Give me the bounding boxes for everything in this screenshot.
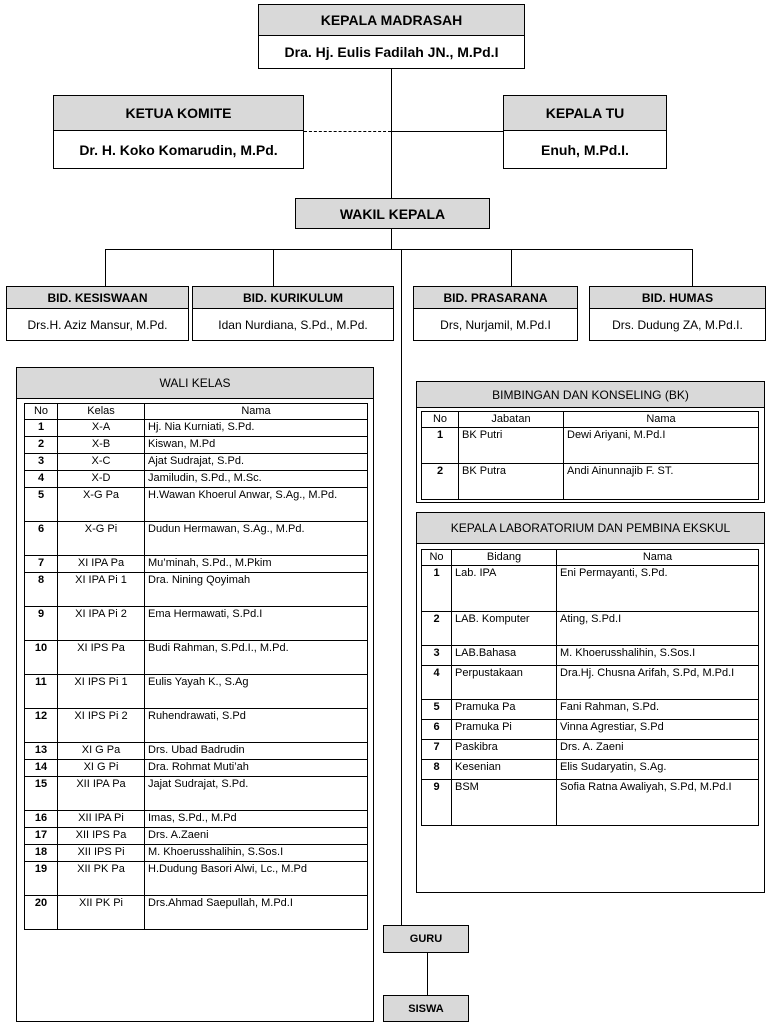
lab-row xyxy=(422,780,759,826)
bidang-humas-title: BID. HUMAS xyxy=(589,286,766,309)
lab-title: KEPALA LABORATORIUM DAN PEMBINA EKSKUL xyxy=(417,513,764,544)
wali-kelas-cell-col2: X-G Pi xyxy=(58,522,145,556)
wali-kelas-cell-nama: Ajat Sudrajat, S.Pd. xyxy=(145,454,368,471)
wali-kelas-cell-nama: Ema Hermawati, S.Pd.I xyxy=(145,607,368,641)
wali-kelas-cell-no: 16 xyxy=(25,811,58,828)
bk-title: BIMBINGAN DAN KONSELING (BK) xyxy=(417,382,764,408)
wali-kelas-cell-no: 9 xyxy=(25,607,58,641)
lab-cell-nama: Drs. A. Zaeni xyxy=(557,740,759,760)
wali-kelas-cell-nama: H.Dudung Basori Alwi, Lc., M.Pd xyxy=(145,862,368,896)
connector-tu xyxy=(391,131,503,132)
kepala-madrasah-title: KEPALA MADRASAH xyxy=(258,4,525,36)
wali-kelas-cell-nama: H.Wawan Khoerul Anwar, S.Ag., M.Pd. xyxy=(145,488,368,522)
ketua-komite-name: Dr. H. Koko Komarudin, M.Pd. xyxy=(53,131,304,169)
wali-kelas-cell-nama: Ruhendrawati, S.Pd xyxy=(145,709,368,743)
lab-cell-no: 4 xyxy=(422,666,452,700)
connector-prasarana xyxy=(511,249,512,286)
bidang-prasarana-title: BID. PRASARANA xyxy=(413,286,578,309)
bidang-kesiswaan-title: BID. KESISWAAN xyxy=(6,286,189,309)
connector-wakil-down xyxy=(391,229,392,249)
lab-col-nama: Nama xyxy=(557,550,759,566)
wali-kelas-cell-col2: XI IPA Pi 1 xyxy=(58,573,145,607)
wali-kelas-cell-no: 3 xyxy=(25,454,58,471)
lab-cell-col2: LAB. Komputer xyxy=(452,612,557,646)
lab-header-row xyxy=(422,550,759,566)
wali-kelas-row xyxy=(25,743,368,760)
bidang-kurikulum-name: Idan Nurdiana, S.Pd., M.Pd. xyxy=(192,309,394,341)
wali-kelas-row xyxy=(25,828,368,845)
wali-kelas-cell-col2: XI IPA Pa xyxy=(58,556,145,573)
connector-to-guru xyxy=(401,249,402,925)
wali-kelas-col-kelas: Kelas xyxy=(58,404,145,420)
wali-kelas-cell-nama: Drs. Ubad Badrudin xyxy=(145,743,368,760)
wali-kelas-cell-col2: X-C xyxy=(58,454,145,471)
wali-kelas-cell-no: 17 xyxy=(25,828,58,845)
lab-cell-nama: Vinna Agrestiar, S.Pd xyxy=(557,720,759,740)
lab-cell-no: 8 xyxy=(422,760,452,780)
bk-col-nama: Nama xyxy=(564,412,759,428)
bk-cell-col2: BK Putra xyxy=(459,464,564,500)
wali-kelas-cell-col2: XII IPA Pa xyxy=(58,777,145,811)
wali-kelas-cell-no: 12 xyxy=(25,709,58,743)
wali-kelas-row xyxy=(25,522,368,556)
lab-col-bidang: Bidang xyxy=(452,550,557,566)
wali-kelas-cell-no: 2 xyxy=(25,437,58,454)
ketua-komite-title: KETUA KOMITE xyxy=(53,95,304,131)
lab-row xyxy=(422,700,759,720)
lab-cell-nama: Eni Permayanti, S.Pd. xyxy=(557,566,759,612)
lab-cell-col2: Kesenian xyxy=(452,760,557,780)
lab-row xyxy=(422,566,759,612)
wali-kelas-cell-col2: XI IPS Pa xyxy=(58,641,145,675)
wali-kelas-row xyxy=(25,454,368,471)
wakil-kepala-box: WAKIL KEPALA xyxy=(295,198,490,229)
wali-kelas-cell-no: 13 xyxy=(25,743,58,760)
lab-row xyxy=(422,612,759,646)
connector-bidang-bar xyxy=(105,249,692,250)
wali-kelas-cell-col2: XI IPA Pi 2 xyxy=(58,607,145,641)
lab-cell-nama: Ating, S.Pd.I xyxy=(557,612,759,646)
wali-kelas-cell-col2: XII IPA Pi xyxy=(58,811,145,828)
wali-kelas-cell-nama: Jamiludin, S.Pd., M.Sc. xyxy=(145,471,368,488)
wali-kelas-cell-nama: Dra. Nining Qoyimah xyxy=(145,573,368,607)
lab-cell-no: 2 xyxy=(422,612,452,646)
wali-kelas-cell-no: 15 xyxy=(25,777,58,811)
wali-kelas-row xyxy=(25,556,368,573)
lab-row xyxy=(422,720,759,740)
bidang-humas-name: Drs. Dudung ZA, M.Pd.I. xyxy=(589,309,766,341)
wali-kelas-row xyxy=(25,777,368,811)
wali-kelas-cell-nama: Drs. A.Zaeni xyxy=(145,828,368,845)
wali-kelas-table xyxy=(24,403,368,930)
bk-table xyxy=(421,411,759,500)
wali-kelas-cell-no: 11 xyxy=(25,675,58,709)
connector-kesiswaan xyxy=(105,249,106,286)
wali-kelas-cell-no: 4 xyxy=(25,471,58,488)
wali-kelas-row xyxy=(25,573,368,607)
lab-cell-col2: BSM xyxy=(452,780,557,826)
wali-kelas-row xyxy=(25,420,368,437)
wali-kelas-cell-col2: X-D xyxy=(58,471,145,488)
lab-cell-col2: Pramuka Pi xyxy=(452,720,557,740)
lab-cell-nama: Dra.Hj. Chusna Arifah, S.Pd, M.Pd.I xyxy=(557,666,759,700)
wali-kelas-cell-nama: M. Khoerusshalihin, S.Sos.I xyxy=(145,845,368,862)
wali-kelas-cell-col2: XI IPS Pi 2 xyxy=(58,709,145,743)
wali-kelas-cell-no: 1 xyxy=(25,420,58,437)
bidang-kesiswaan-name: Drs.H. Aziz Mansur, M.Pd. xyxy=(6,309,189,341)
kepala-tu-title: KEPALA TU xyxy=(503,95,667,131)
lab-cell-no: 6 xyxy=(422,720,452,740)
lab-cell-no: 3 xyxy=(422,646,452,666)
lab-cell-nama: M. Khoerusshalihin, S.Sos.I xyxy=(557,646,759,666)
wali-kelas-cell-no: 8 xyxy=(25,573,58,607)
connector-kurikulum xyxy=(273,249,274,286)
wali-kelas-cell-col2: X-B xyxy=(58,437,145,454)
lab-cell-no: 5 xyxy=(422,700,452,720)
bk-cell-nama: Andi Ainunnajib F. ST. xyxy=(564,464,759,500)
bk-cell-no: 1 xyxy=(422,428,459,464)
wali-kelas-cell-col2: XII IPS Pi xyxy=(58,845,145,862)
wali-kelas-cell-col2: X-G Pa xyxy=(58,488,145,522)
wali-kelas-row xyxy=(25,760,368,777)
lab-cell-col2: Lab. IPA xyxy=(452,566,557,612)
wali-kelas-cell-no: 20 xyxy=(25,896,58,930)
lab-row xyxy=(422,646,759,666)
wali-kelas-row xyxy=(25,811,368,828)
bk-row xyxy=(422,464,759,500)
wali-kelas-row xyxy=(25,471,368,488)
bk-cell-no: 2 xyxy=(422,464,459,500)
wali-kelas-row xyxy=(25,437,368,454)
wali-kelas-cell-col2: X-A xyxy=(58,420,145,437)
connector-guru-siswa xyxy=(427,953,428,995)
lab-cell-nama: Sofia Ratna Awaliyah, S.Pd, M.Pd.I xyxy=(557,780,759,826)
wali-kelas-cell-no: 7 xyxy=(25,556,58,573)
wali-kelas-cell-nama: Hj. Nia Kurniati, S.Pd. xyxy=(145,420,368,437)
wali-kelas-cell-nama: Dra. Rohmat Muti’ah xyxy=(145,760,368,777)
wali-kelas-cell-no: 14 xyxy=(25,760,58,777)
bk-col-no: No xyxy=(422,412,459,428)
lab-cell-col2: LAB.Bahasa xyxy=(452,646,557,666)
wali-kelas-row xyxy=(25,607,368,641)
wali-kelas-cell-nama: Dudun Hermawan, S.Ag., M.Pd. xyxy=(145,522,368,556)
wali-kelas-title: WALI KELAS xyxy=(17,368,373,399)
wali-kelas-cell-nama: Kiswan, M.Pd xyxy=(145,437,368,454)
lab-cell-col2: Pramuka Pa xyxy=(452,700,557,720)
wali-kelas-cell-nama: Budi Rahman, S.Pd.I., M.Pd. xyxy=(145,641,368,675)
bk-row xyxy=(422,428,759,464)
lab-cell-no: 7 xyxy=(422,740,452,760)
wali-kelas-cell-no: 19 xyxy=(25,862,58,896)
lab-col-no: No xyxy=(422,550,452,566)
wali-kelas-header-row xyxy=(25,404,368,420)
lab-cell-nama: Elis Sudaryatin, S.Ag. xyxy=(557,760,759,780)
wali-kelas-row xyxy=(25,675,368,709)
siswa-box: SISWA xyxy=(383,995,469,1022)
wali-kelas-cell-nama: Eulis Yayah K., S.Ag xyxy=(145,675,368,709)
lab-cell-col2: Paskibra xyxy=(452,740,557,760)
bidang-prasarana-name: Drs, Nurjamil, M.Pd.I xyxy=(413,309,578,341)
wali-kelas-cell-col2: XI G Pi xyxy=(58,760,145,777)
wali-kelas-row xyxy=(25,641,368,675)
wali-kelas-col-no: No xyxy=(25,404,58,420)
wali-kelas-row xyxy=(25,845,368,862)
lab-cell-col2: Perpustakaan xyxy=(452,666,557,700)
lab-cell-no: 9 xyxy=(422,780,452,826)
bk-col-jabatan: Jabatan xyxy=(459,412,564,428)
wali-kelas-cell-no: 5 xyxy=(25,488,58,522)
wali-kelas-cell-no: 18 xyxy=(25,845,58,862)
kepala-madrasah-name: Dra. Hj. Eulis Fadilah JN., M.Pd.I xyxy=(258,36,525,69)
kepala-tu-name: Enuh, M.Pd.I. xyxy=(503,131,667,169)
wali-kelas-col-nama: Nama xyxy=(145,404,368,420)
wali-kelas-row xyxy=(25,896,368,930)
wali-kelas-cell-col2: XI G Pa xyxy=(58,743,145,760)
guru-box: GURU xyxy=(383,925,469,953)
bidang-kurikulum-title: BID. KURIKULUM xyxy=(192,286,394,309)
lab-row xyxy=(422,740,759,760)
connector-komite-dashed xyxy=(304,131,391,132)
wali-kelas-row xyxy=(25,709,368,743)
wali-kelas-cell-col2: XI IPS Pi 1 xyxy=(58,675,145,709)
wali-kelas-cell-nama: Drs.Ahmad Saepullah, M.Pd.I xyxy=(145,896,368,930)
wali-kelas-cell-nama: Imas, S.Pd., M.Pd xyxy=(145,811,368,828)
bk-header-row xyxy=(422,412,759,428)
wali-kelas-cell-nama: Jajat Sudrajat, S.Pd. xyxy=(145,777,368,811)
wali-kelas-row xyxy=(25,488,368,522)
connector-humas xyxy=(692,249,693,286)
wali-kelas-cell-no: 10 xyxy=(25,641,58,675)
wali-kelas-row xyxy=(25,862,368,896)
lab-cell-nama: Fani Rahman, S.Pd. xyxy=(557,700,759,720)
lab-cell-no: 1 xyxy=(422,566,452,612)
wali-kelas-cell-no: 6 xyxy=(25,522,58,556)
connector-main-vertical xyxy=(391,68,392,198)
wali-kelas-cell-col2: XII PK Pi xyxy=(58,896,145,930)
lab-table xyxy=(421,549,759,826)
wali-kelas-cell-nama: Mu’minah, S.Pd., M.Pkim xyxy=(145,556,368,573)
wali-kelas-cell-col2: XII PK Pa xyxy=(58,862,145,896)
lab-row xyxy=(422,666,759,700)
bk-cell-nama: Dewi Ariyani, M.Pd.I xyxy=(564,428,759,464)
wali-kelas-cell-col2: XII IPS Pa xyxy=(58,828,145,845)
bk-cell-col2: BK Putri xyxy=(459,428,564,464)
lab-row xyxy=(422,760,759,780)
